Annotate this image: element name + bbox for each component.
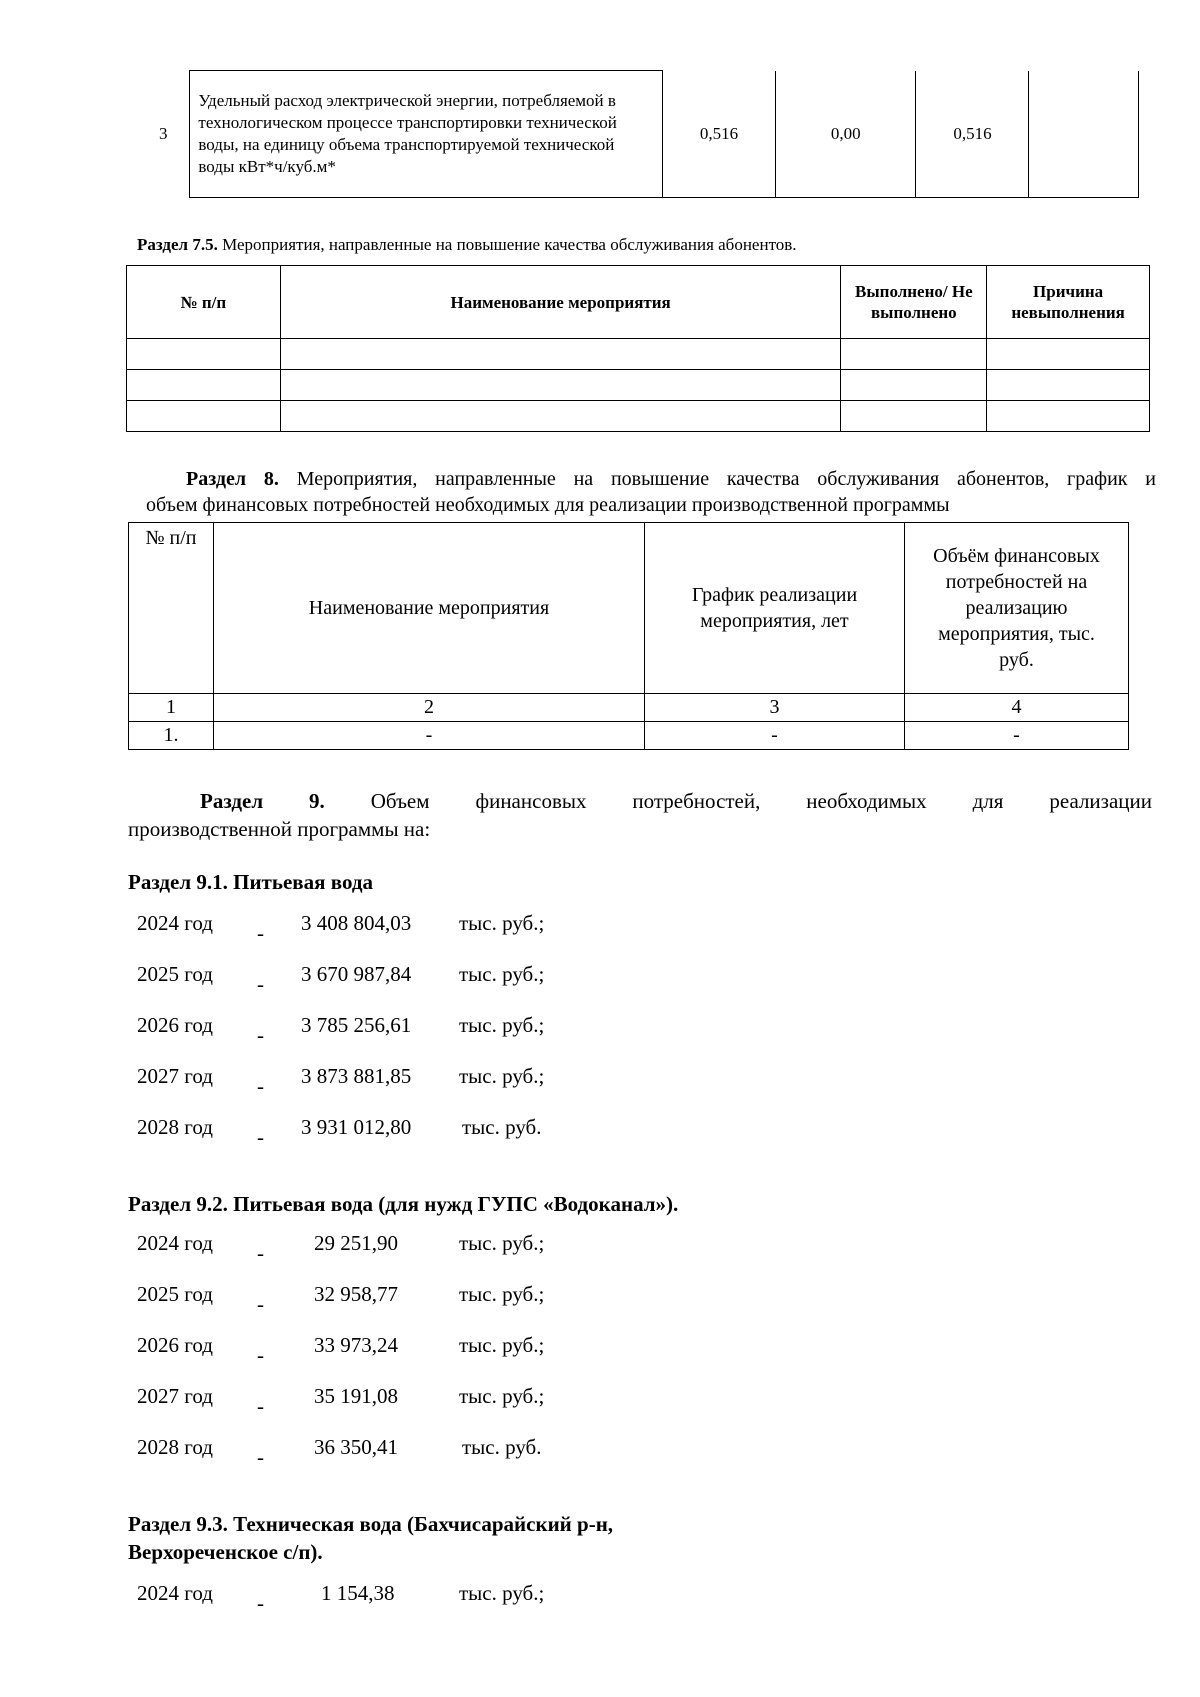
section-7-5-table bbox=[126, 265, 1150, 432]
title-line: Раздел 9.3. Техническая вода (Бахчисарайский р-н, bbox=[128, 1512, 614, 1536]
unit: тыс. руб.; bbox=[459, 1581, 545, 1605]
table-cell bbox=[280, 370, 841, 401]
list-item bbox=[137, 1384, 637, 1418]
table-cell bbox=[127, 401, 281, 432]
section-text: Мероприятия, направленные на повышение качества обслуживания абонентов, график и bbox=[278, 468, 1156, 490]
row-number: 3 bbox=[137, 71, 190, 198]
value-cell: 0,516 bbox=[663, 71, 776, 198]
title-line: Верхореченское с/п). bbox=[128, 1540, 323, 1564]
table-cell: - bbox=[905, 722, 1129, 750]
dash: - bbox=[257, 972, 264, 996]
table-header-row bbox=[129, 523, 1129, 694]
list-item bbox=[137, 1013, 637, 1047]
unit: тыс. руб. bbox=[462, 1435, 542, 1459]
amount: 36 350,41 bbox=[314, 1435, 398, 1459]
dash: - bbox=[257, 1343, 264, 1367]
year: 2028 год bbox=[137, 1435, 213, 1459]
section-8-table bbox=[128, 522, 1129, 750]
table-cell: - bbox=[645, 722, 905, 750]
list-item bbox=[137, 962, 637, 996]
amount: 32 958,77 bbox=[314, 1282, 398, 1306]
year: 2026 год bbox=[137, 1013, 213, 1037]
column-header: Наименование мероприятия bbox=[214, 523, 645, 694]
table-cell bbox=[127, 339, 281, 370]
list-item bbox=[137, 1435, 637, 1469]
column-header: № п/п bbox=[129, 523, 214, 694]
year: 2025 год bbox=[137, 962, 213, 986]
table-row bbox=[127, 339, 1150, 370]
column-header: Объём финансовых потребностей на реализацию мероприятия, тыс. руб. bbox=[905, 523, 1129, 694]
amount: 3 785 256,61 bbox=[301, 1013, 412, 1037]
value-cell: 0,516 bbox=[916, 71, 1029, 198]
table-cell bbox=[987, 370, 1150, 401]
amount: 33 973,24 bbox=[314, 1333, 398, 1357]
table-cell bbox=[841, 370, 987, 401]
list-item bbox=[137, 1282, 637, 1316]
dash: - bbox=[257, 1125, 264, 1149]
unit: тыс. руб.; bbox=[459, 962, 545, 986]
column-header: № п/п bbox=[127, 266, 281, 339]
table-cell: 4 bbox=[905, 694, 1129, 722]
value-cell bbox=[1029, 71, 1139, 198]
year: 2026 год bbox=[137, 1333, 213, 1357]
amount: 29 251,90 bbox=[314, 1231, 398, 1255]
table-cell bbox=[280, 339, 841, 370]
table-cell bbox=[987, 401, 1150, 432]
list-item bbox=[137, 1231, 637, 1265]
year: 2027 год bbox=[137, 1064, 213, 1088]
section-7-5-heading bbox=[137, 235, 797, 255]
year: 2024 год bbox=[137, 1581, 213, 1605]
section-text: производственной программы на: bbox=[128, 817, 431, 841]
section-text: Объем финансовых потребностей, необходимых для реализации bbox=[324, 789, 1152, 813]
section-text: Мероприятия, направленные на повышение качества обслуживания абонентов. bbox=[217, 235, 797, 254]
dash: - bbox=[257, 1292, 264, 1316]
amount: 3 931 012,80 bbox=[301, 1115, 412, 1139]
section-9-heading bbox=[128, 787, 1152, 843]
amount: 3 873 881,85 bbox=[301, 1064, 412, 1088]
dash: - bbox=[257, 1445, 264, 1469]
section-9-1-title: Раздел 9.1. Питьевая вода bbox=[128, 870, 373, 894]
dash: - bbox=[257, 1023, 264, 1047]
list-item bbox=[137, 1115, 637, 1149]
unit: тыс. руб.; bbox=[459, 1064, 545, 1088]
unit: тыс. руб.; bbox=[459, 1384, 545, 1408]
unit: тыс. руб. bbox=[462, 1115, 542, 1139]
heading-line bbox=[146, 466, 1156, 492]
table-row bbox=[129, 722, 1129, 750]
table-cell: - bbox=[214, 722, 645, 750]
dash: - bbox=[257, 921, 264, 945]
amount: 35 191,08 bbox=[314, 1384, 398, 1408]
dash: - bbox=[257, 1394, 264, 1418]
unit: тыс. руб.; bbox=[459, 1231, 545, 1255]
amount: 1 154,38 bbox=[321, 1581, 395, 1605]
list-item bbox=[137, 911, 637, 945]
continuation-table bbox=[137, 70, 1139, 198]
year: 2028 год bbox=[137, 1115, 213, 1139]
amount: 3 670 987,84 bbox=[301, 962, 412, 986]
list-item bbox=[137, 1581, 637, 1615]
table-header-row bbox=[127, 266, 1150, 339]
section-9-2-title: Раздел 9.2. Питьевая вода (для нужд ГУПС «Водоканал»). bbox=[128, 1192, 679, 1216]
table-cell bbox=[280, 401, 841, 432]
unit: тыс. руб.; bbox=[459, 911, 545, 935]
value-cell: 0,00 bbox=[775, 71, 915, 198]
year: 2024 год bbox=[137, 1231, 213, 1255]
section-8-heading bbox=[146, 466, 1156, 518]
table-cell: 1 bbox=[129, 694, 214, 722]
year: 2024 год bbox=[137, 911, 213, 935]
section-9-3-title bbox=[128, 1510, 613, 1566]
heading-line bbox=[128, 787, 1152, 815]
unit: тыс. руб.; bbox=[459, 1333, 545, 1357]
table-row bbox=[127, 370, 1150, 401]
table-row bbox=[137, 71, 1139, 198]
list-item bbox=[137, 1333, 637, 1367]
column-header: График реализации мероприятия, лет bbox=[645, 523, 905, 694]
table-row bbox=[129, 694, 1129, 722]
column-header: Причина невыполнения bbox=[987, 266, 1150, 339]
amount: 3 408 804,03 bbox=[301, 911, 412, 935]
table-cell: 2 bbox=[214, 694, 645, 722]
column-header: Выполнено/ Не выполнено bbox=[841, 266, 987, 339]
unit: тыс. руб.; bbox=[459, 1013, 545, 1037]
section-label: Раздел 7.5. bbox=[137, 235, 218, 254]
section-label: Раздел 9. bbox=[200, 789, 325, 813]
table-cell bbox=[987, 339, 1150, 370]
dash: - bbox=[257, 1241, 264, 1265]
indicator-name: Удельный расход электрической энергии, потребляемой в технологическом процессе транспортировки технической воды, на единицу объема транспортируемой технической воды кВт*ч/куб.м* bbox=[190, 71, 663, 198]
column-header: Наименование мероприятия bbox=[280, 266, 841, 339]
list-item bbox=[137, 1064, 637, 1098]
table-cell: 1. bbox=[129, 722, 214, 750]
year: 2025 год bbox=[137, 1282, 213, 1306]
section-text: объем финансовых потребностей необходимых для реализации производственной программы bbox=[146, 494, 950, 516]
dash: - bbox=[257, 1074, 264, 1098]
table-cell: 3 bbox=[645, 694, 905, 722]
dash: - bbox=[257, 1591, 264, 1615]
unit: тыс. руб.; bbox=[459, 1282, 545, 1306]
year: 2027 год bbox=[137, 1384, 213, 1408]
table-cell bbox=[841, 339, 987, 370]
table-row bbox=[127, 401, 1150, 432]
section-label: Раздел 8. bbox=[186, 468, 279, 490]
table-cell bbox=[127, 370, 281, 401]
table-cell bbox=[841, 401, 987, 432]
